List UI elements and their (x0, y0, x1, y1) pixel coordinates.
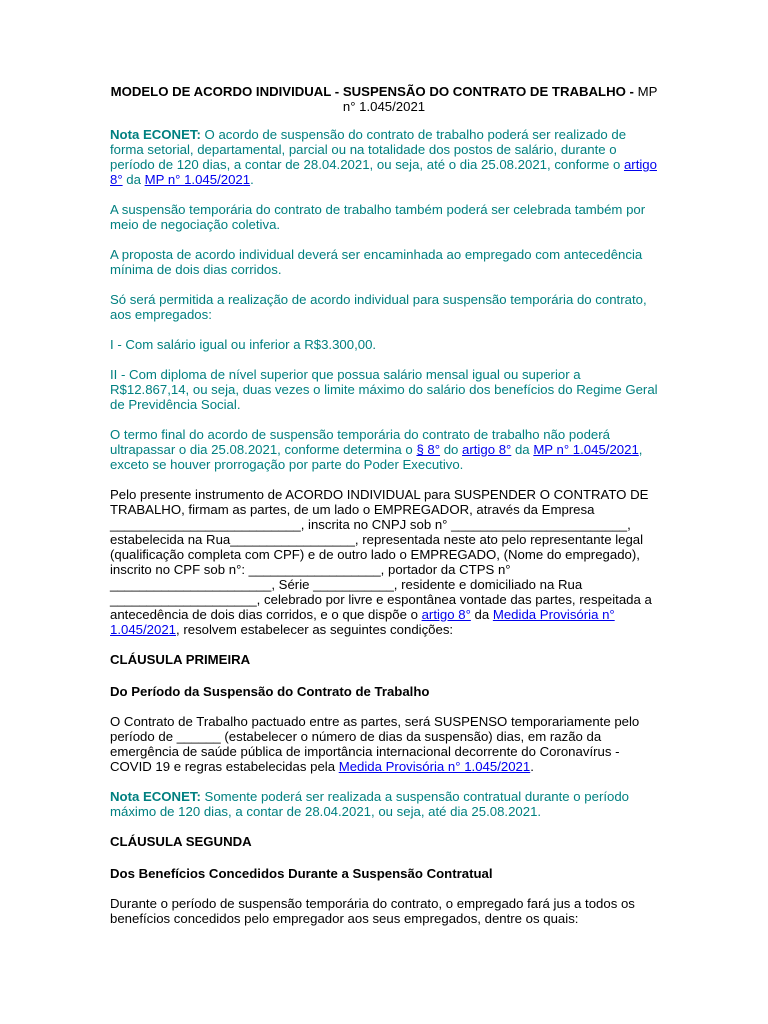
clause-1-subtitle: Do Período da Suspensão do Contrato de Trabalho (110, 684, 430, 699)
link-medida-provisoria[interactable]: Medida Provisória n° 1.045/2021 (338, 759, 531, 774)
note-paragraph-3: A proposta de acordo individual deverá ser encaminhada ao empregado com antecedência mínima de dois dias corridos. (110, 247, 643, 277)
clause-1-title: CLÁUSULA PRIMEIRA (110, 652, 251, 667)
clause-2-subtitle: Dos Benefícios Concedidos Durante a Suspensão Contratual (110, 866, 493, 881)
clause-2-paragraph: Durante o período de suspensão temporária do contrato, o empregado fará jus a todos os benefícios concedidos pelo empregador aos seus empregados, dentre os quais: (110, 896, 635, 926)
note-1-end: . (250, 172, 254, 187)
link-medida-provisoria[interactable]: Medida Provisória n° 1.045/2021 (110, 607, 615, 637)
link-artigo-8[interactable]: artigo 8° (421, 607, 471, 622)
note-item-2: II - Com diploma de nível superior que possua salário mensal igual ou superior a R$12.867,14, ou seja, duas vezes o limite máximo do salário dos benefícios do Regime Geral de Previdência Social. (110, 367, 658, 412)
note-paragraph-7 (110, 427, 658, 472)
note-paragraph-2: A suspensão temporária do contrato de trabalho também poderá ser celebrada também por meio de negociação coletiva. (110, 202, 646, 232)
intro-end: , resolvem estabelecer as seguintes condições: (176, 622, 454, 637)
note-7-text-d: , exceto se houver prorrogação por parte do Poder Executivo. (110, 442, 643, 472)
note-label: Nota ECONET: (110, 789, 201, 804)
clause-1-note-text: Somente poderá ser realizada a suspensão contratual durante o período máximo de 120 dias, a contar de 28.04.2021, ou seja, até dia 25.08.2021. (110, 789, 630, 819)
clause-1-text: O Contrato de Trabalho pactuado entre as partes, será SUSPENSO temporariamente pelo período de ______ (estabelecer o número de dias da suspensão) dias, em razão da emergência de saúde pública de importância internacional decorrente do Coronavírus - COVID 19 e regras estabelecidas pela (110, 714, 640, 774)
document-page (110, 84, 658, 941)
intro-paragraph (110, 487, 658, 637)
link-mp-1045[interactable]: MP n° 1.045/2021 (533, 442, 639, 457)
note-1 (110, 127, 658, 187)
note-1-mid: da (122, 172, 145, 187)
link-artigo-8[interactable]: artigo 8° (462, 442, 512, 457)
clause-1-end: . (530, 759, 534, 774)
note-7-text-b: do (440, 442, 463, 457)
note-7-text-c: da (511, 442, 534, 457)
title-normal: MP n° 1.045/2021 (342, 84, 658, 114)
document-title (110, 84, 658, 114)
clause-1-paragraph (110, 714, 658, 774)
note-1-text: O acordo de suspensão do contrato de trabalho poderá ser realizado de forma setorial, departamental, parcial ou na totalidade dos postos de salário, durante o período de 120 dias, a contar de 28.04.2021, ou seja, até o dia 25.08.2021, conforme o (110, 127, 627, 172)
link-paragrafo-8[interactable]: § 8° (416, 442, 441, 457)
intro-text: Pelo presente instrumento de ACORDO INDIVIDUAL para SUSPENDER O CONTRATO DE TRABALHO, firmam as partes, de um lado o EMPREGADOR, através da Empresa __________________________, inscrita no CNPJ sob n° ________________________, estabelecida na Rua_________________, representada neste ato pelo representante legal (qualificação completa com CPF) e de outro lado o EMPREGADO, (Nome do empregado), inscrito no CPF sob n°: __________________, portador da CTPS n° ______________________, Série ___________, residente e domiciliado na Rua ____________________, celebrado por livre e espontânea vontade das partes, respeitada a antecedência de dois dias corridos, e o que dispõe o (110, 487, 652, 622)
title-bold: MODELO DE ACORDO INDIVIDUAL - SUSPENSÃO DO CONTRATO DE TRABALHO - (110, 84, 634, 99)
clause-2-title: CLÁUSULA SEGUNDA (110, 834, 252, 849)
note-item-1: I - Com salário igual ou inferior a R$3.300,00. (110, 337, 377, 352)
note-paragraph-4: Só será permitida a realização de acordo individual para suspensão temporária do contrato, aos empregados: (110, 292, 647, 322)
clause-1-note (110, 789, 658, 819)
note-label: Nota ECONET: (110, 127, 201, 142)
link-artigo-8[interactable]: artigo 8° (110, 157, 657, 187)
intro-mid: da (470, 607, 493, 622)
link-mp-1045[interactable]: MP n° 1.045/2021 (144, 172, 251, 187)
note-7-text-a: O termo final do acordo de suspensão temporária do contrato de trabalho não poderá ultrapassar o dia 25.08.2021, conforme determina o (110, 427, 610, 457)
